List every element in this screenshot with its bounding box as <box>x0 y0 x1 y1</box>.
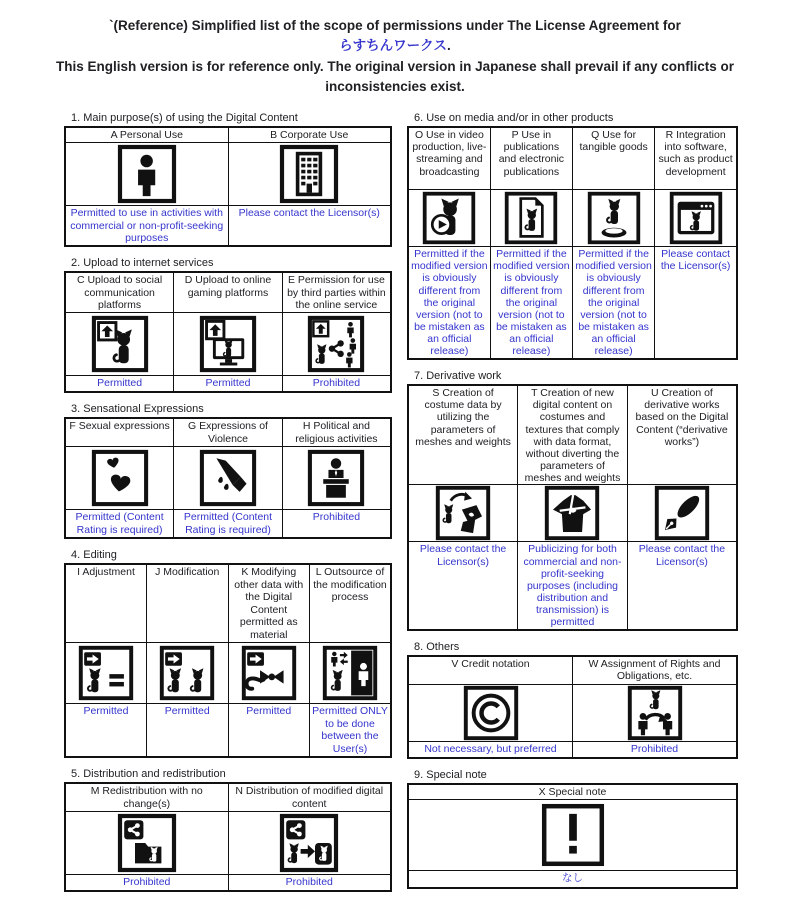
rights-transfer-icon <box>627 685 683 741</box>
section-others <box>407 641 738 759</box>
cell-status: Permitted if the modified version is obviously different from the original version (not to be mistaken as an official release) <box>408 247 490 360</box>
cell-status: Permitted to use in activities with commercial or non-profit-seeking purposes <box>65 206 228 247</box>
upload-monitor-cat-icon <box>199 315 257 373</box>
cell-status: Permitted (Content Rating is required) <box>174 510 283 539</box>
cell-header: H Political and religious activities <box>282 418 391 447</box>
two-cats-icon <box>159 645 215 701</box>
cell-header: K Modifying other data with the Digital Content permitted as material <box>228 564 310 643</box>
cell-header: M Redistribution with no change(s) <box>65 783 228 812</box>
section-label: 1. Main purpose(s) of using the Digital Content <box>71 112 298 124</box>
section-sensational <box>64 403 392 539</box>
cell-status: Permitted if the modified version is obviously different from the original version (not to be mistaken as an official release) <box>490 247 572 360</box>
title-brand-line <box>0 36 790 56</box>
special-note-table <box>407 783 738 889</box>
upload-cat-icon <box>91 315 149 373</box>
cell-header: O Use in video production, live-streaming and broadcasting <box>408 127 490 190</box>
cell-header: U Creation of derivative works based on the Digital Content (“derivative works”) <box>627 385 737 485</box>
cell-header: N Distribution of modified digital content <box>228 783 391 812</box>
video-play-cat-icon <box>422 191 476 245</box>
sensational-table <box>64 417 392 539</box>
cell-status: Prohibited <box>282 376 391 393</box>
cell-header: V Credit notation <box>408 656 573 685</box>
section-derivative <box>407 370 738 631</box>
cell-header: I Adjustment <box>65 564 147 643</box>
section-editing <box>64 549 392 758</box>
cell-header: G Expressions of Violence <box>174 418 283 447</box>
cell-status: Permitted (Content Rating is required) <box>65 510 174 539</box>
cell-header: A Personal Use <box>65 127 228 143</box>
cell-status: Permitted <box>147 704 229 758</box>
cell-header: L Outsource of the modification process <box>310 564 392 643</box>
cell-status: Permitted <box>65 704 147 758</box>
document-cat-icon <box>504 191 558 245</box>
outsource-person-icon <box>322 645 378 701</box>
pen-nib-icon <box>654 485 710 541</box>
section-media-products <box>407 112 738 360</box>
cell-status: Please contact the Licensor(s) <box>655 247 737 360</box>
section-label: 6. Use on media and/or in other products <box>414 112 614 124</box>
cell-header: Q Use for tangible goods <box>573 127 655 190</box>
cell-status: Prohibited <box>65 875 228 892</box>
document-title <box>0 0 790 97</box>
cell-status: Prohibited <box>573 741 738 758</box>
cell-status: Publicizing for both commercial and non-profit-seeking purposes (including distribution and transmission) is permitted <box>518 542 628 630</box>
cell-status: Permitted if the modified version is obviously different from the original version (not to be mistaken as an official release) <box>573 247 655 360</box>
cell-status: Permitted <box>65 376 174 393</box>
hearts-icon <box>91 449 149 507</box>
cell-header: C Upload to social communication platforms <box>65 272 174 313</box>
section-distribution <box>64 768 392 892</box>
costume-texture-icon <box>544 485 600 541</box>
ribbon-tail-icon <box>241 645 297 701</box>
section-special-note <box>407 769 738 889</box>
cell-header: P Use in publications and electronic publications <box>490 127 572 190</box>
editing-table <box>64 563 392 758</box>
cell-status: Prohibited <box>228 875 391 892</box>
section-upload <box>64 257 392 393</box>
main-purpose-table <box>64 126 392 247</box>
section-label: 3. Sensational Expressions <box>71 403 204 415</box>
share-modified-cat-icon <box>279 813 339 873</box>
section-label: 4. Editing <box>71 549 117 561</box>
cell-status: Please contact the Licensor(s) <box>228 206 391 247</box>
section-label: 2. Upload to internet services <box>71 257 214 269</box>
others-table <box>407 655 738 759</box>
cell-status: Please contact the Licensor(s) <box>408 542 518 630</box>
exclamation-icon <box>541 803 605 867</box>
cell-status: Permitted <box>174 376 283 393</box>
cell-status: Not necessary, but preferred <box>408 741 573 758</box>
cell-header: T Creation of new digital content on costumes and textures that comply with data format, without diverting the parameters of meshes and weights <box>518 385 628 485</box>
cell-header: R Integration into software, such as product development <box>655 127 737 190</box>
cell-header: E Permission for use by third parties within the online service <box>282 272 391 313</box>
cell-header: B Corporate Use <box>228 127 391 143</box>
section-main-purpose <box>64 112 392 247</box>
costume-data-icon <box>435 485 491 541</box>
share-users-icon <box>307 315 365 373</box>
brand-name-jp: らすちんワークス <box>339 38 448 54</box>
cell-status: Permitted ONLY to be done between the User(s) <box>310 704 392 758</box>
cell-status: なし <box>408 870 737 888</box>
section-label: 5. Distribution and redistribution <box>71 768 226 780</box>
building-icon <box>279 144 339 204</box>
upload-table <box>64 271 392 393</box>
section-label: 8. Others <box>414 640 460 653</box>
section-label: 9. Special note <box>414 768 487 781</box>
cell-header: X Special note <box>408 784 737 800</box>
media-products-table <box>407 126 738 360</box>
derivative-table <box>407 384 738 631</box>
cell-header: F Sexual expressions <box>65 418 174 447</box>
cell-header: D Upload to online gaming platforms <box>174 272 283 313</box>
cell-status: Please contact the Licensor(s) <box>627 542 737 630</box>
distribution-table <box>64 782 392 892</box>
person-icon <box>117 144 177 204</box>
knife-icon <box>199 449 257 507</box>
cell-header: S Creation of costume data by utilizing the parameters of meshes and weights <box>408 385 518 485</box>
cell-status: Permitted <box>228 704 310 758</box>
left-column <box>64 112 392 902</box>
title-line-1: `(Reference) Simplified list of the scope of permissions under The License Agreement for <box>109 18 681 33</box>
brand-suffix: . <box>447 38 451 54</box>
content-columns <box>0 112 790 902</box>
right-column <box>407 112 738 899</box>
podium-speaker-icon <box>307 449 365 507</box>
cell-header: J Modification <box>147 564 229 643</box>
cat-equals-icon <box>78 645 134 701</box>
copyright-icon <box>463 685 519 741</box>
title-line-2: This English version is for reference only. The original version in Japanese shall prevail if any conflicts or inconsistencies exist. <box>56 58 734 94</box>
share-folder-cat-icon <box>117 813 177 873</box>
software-window-cat-icon <box>669 191 723 245</box>
cell-status: Prohibited <box>282 510 391 539</box>
figurine-cat-icon <box>587 191 641 245</box>
cell-header: W Assignment of Rights and Obligations, etc. <box>573 656 738 685</box>
section-label: 7. Derivative work <box>414 370 502 382</box>
